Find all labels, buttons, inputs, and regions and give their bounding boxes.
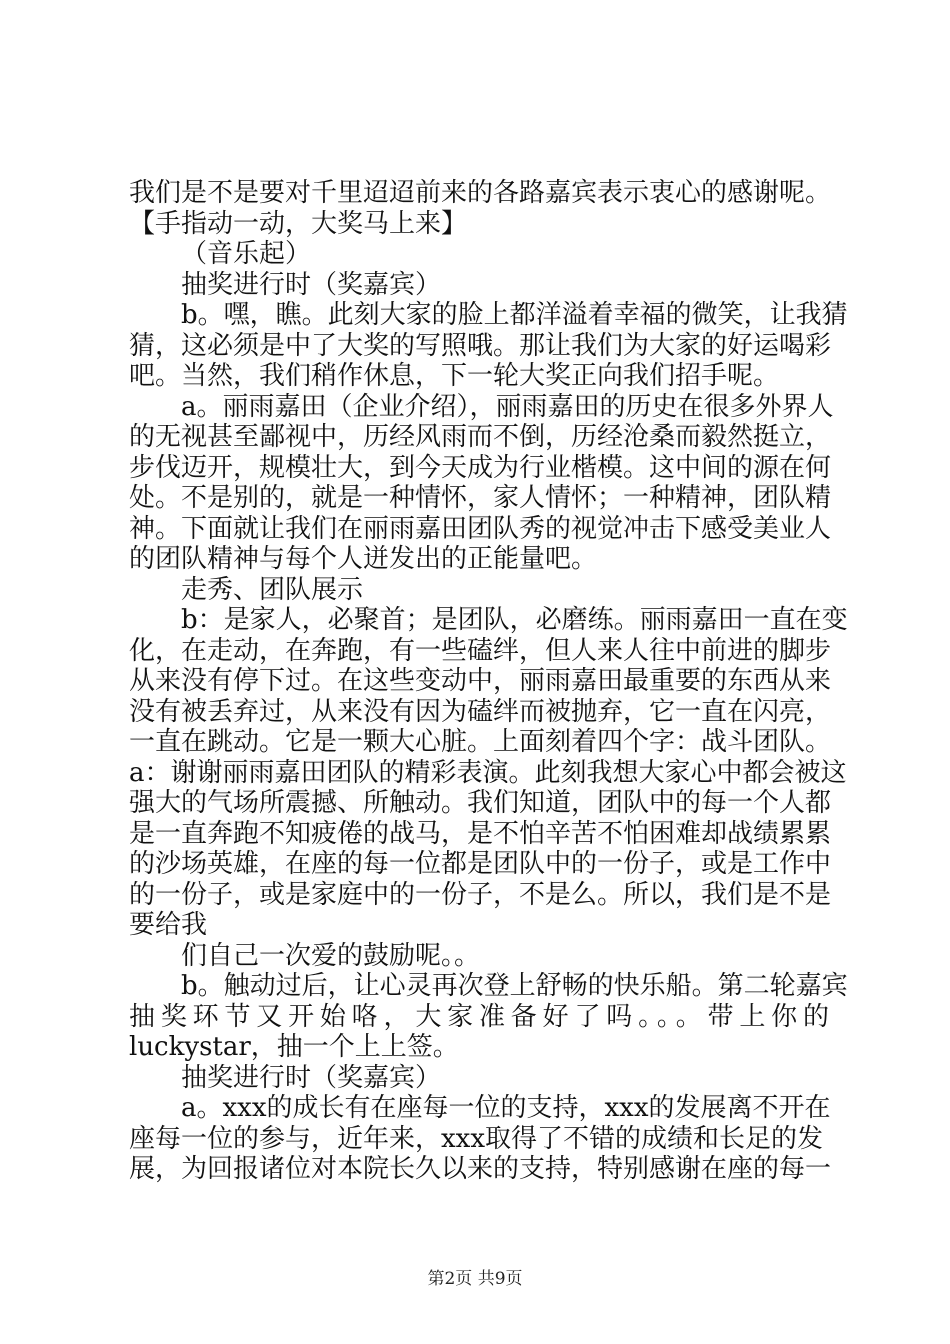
text-line: 【手指动一动，大奖马上来】 [129,209,468,239]
text-line: 猜，这必须是中了大奖的写照哦。那让我们为大家的好运喝彩 [129,331,832,361]
text-line: a：谢谢丽雨嘉田团队的精彩表演。此刻我想大家心中都会被这 [129,758,847,788]
text-line: 我们是不是要对千里迢迢前来的各路嘉宾表示衷心的感谢呢。 [129,178,832,208]
text-line: 从来没有停下过。在这些变动中，丽雨嘉田最重要的东西从来 [129,666,832,696]
text-line: 抽奖进行时（奖嘉宾） [181,1063,442,1093]
text-line: 走秀、团队展示 [181,575,364,605]
text-line: 处。不是别的，就是一种情怀，家人情怀；一种精神，团队精 [129,483,832,513]
text-line: 的无视甚至鄙视中，历经风雨而不倒，历经沧桑而毅然挺立， [129,422,832,452]
text-line: 吧。当然，我们稍作休息，下一轮大奖正向我们招手呢。 [129,361,780,391]
text-line: 是一直奔跑不知疲倦的战马，是不怕辛苦不怕困难却战绩累累 [129,819,832,849]
text-line: 的沙场英雄，在座的每一位都是团队中的一份子，或是工作中 [129,849,832,879]
text-line: a。丽雨嘉田（企业介绍），丽雨嘉田的历史在很多外界人 [181,392,834,422]
page-number-footer: 第2页 共9页 [427,1269,523,1289]
text-line: a。xxx的成长有在座每一位的支持，xxx的发展离不开在 [181,1093,831,1123]
text-line: 神。下面就让我们在丽雨嘉田团队秀的视觉冲击下感受美业人 [129,514,832,544]
text-line: 要给我 [129,910,208,940]
text-line: 们自己一次爱的鼓励呢。。 [181,941,481,971]
text-line: luckystar，抽一个上上签。 [129,1032,459,1062]
text-line: 座每一位的参与，近年来，xxx取得了不错的成绩和长足的发 [129,1124,823,1154]
text-line: b。嘿，瞧。此刻大家的脸上都洋溢着幸福的微笑，让我猜 [181,300,848,330]
text-line: 的团队精神与每个人迸发出的正能量吧。 [129,544,598,574]
text-line: 抽奖环节又开始咯，大家准备好了吗。。。带上你的 [129,1002,829,1032]
text-line: 化，在走动，在奔跑，有一些磕绊，但人来人往中前进的脚步 [129,636,832,666]
text-line: 展，为回报诸位对本院长久以来的支持，特别感谢在座的每一 [129,1154,832,1184]
text-line: 一直在跳动。它是一颗大心脏。上面刻着四个字：战斗团队。 [129,727,832,757]
text-line: 的一份子，或是家庭中的一份子，不是么。所以，我们是不是 [129,880,832,910]
text-line: 步伐迈开，规模壮大，到今天成为行业楷模。这中间的源在何 [129,453,832,483]
text-line: 抽奖进行时（奖嘉宾） [181,270,442,300]
text-line: 没有被丢弃过，从来没有因为磕绊而被抛弃，它一直在闪亮， [129,697,832,727]
text-line: b。触动过后，让心灵再次登上舒畅的快乐船。第二轮嘉宾 [181,971,848,1001]
text-line: 强大的气场所震撼、所触动。我们知道，团队中的每一个人都 [129,788,832,818]
text-line: b：是家人，必聚首；是团队，必磨练。丽雨嘉田一直在变 [181,605,848,635]
text-line: （音乐起） [181,239,312,269]
